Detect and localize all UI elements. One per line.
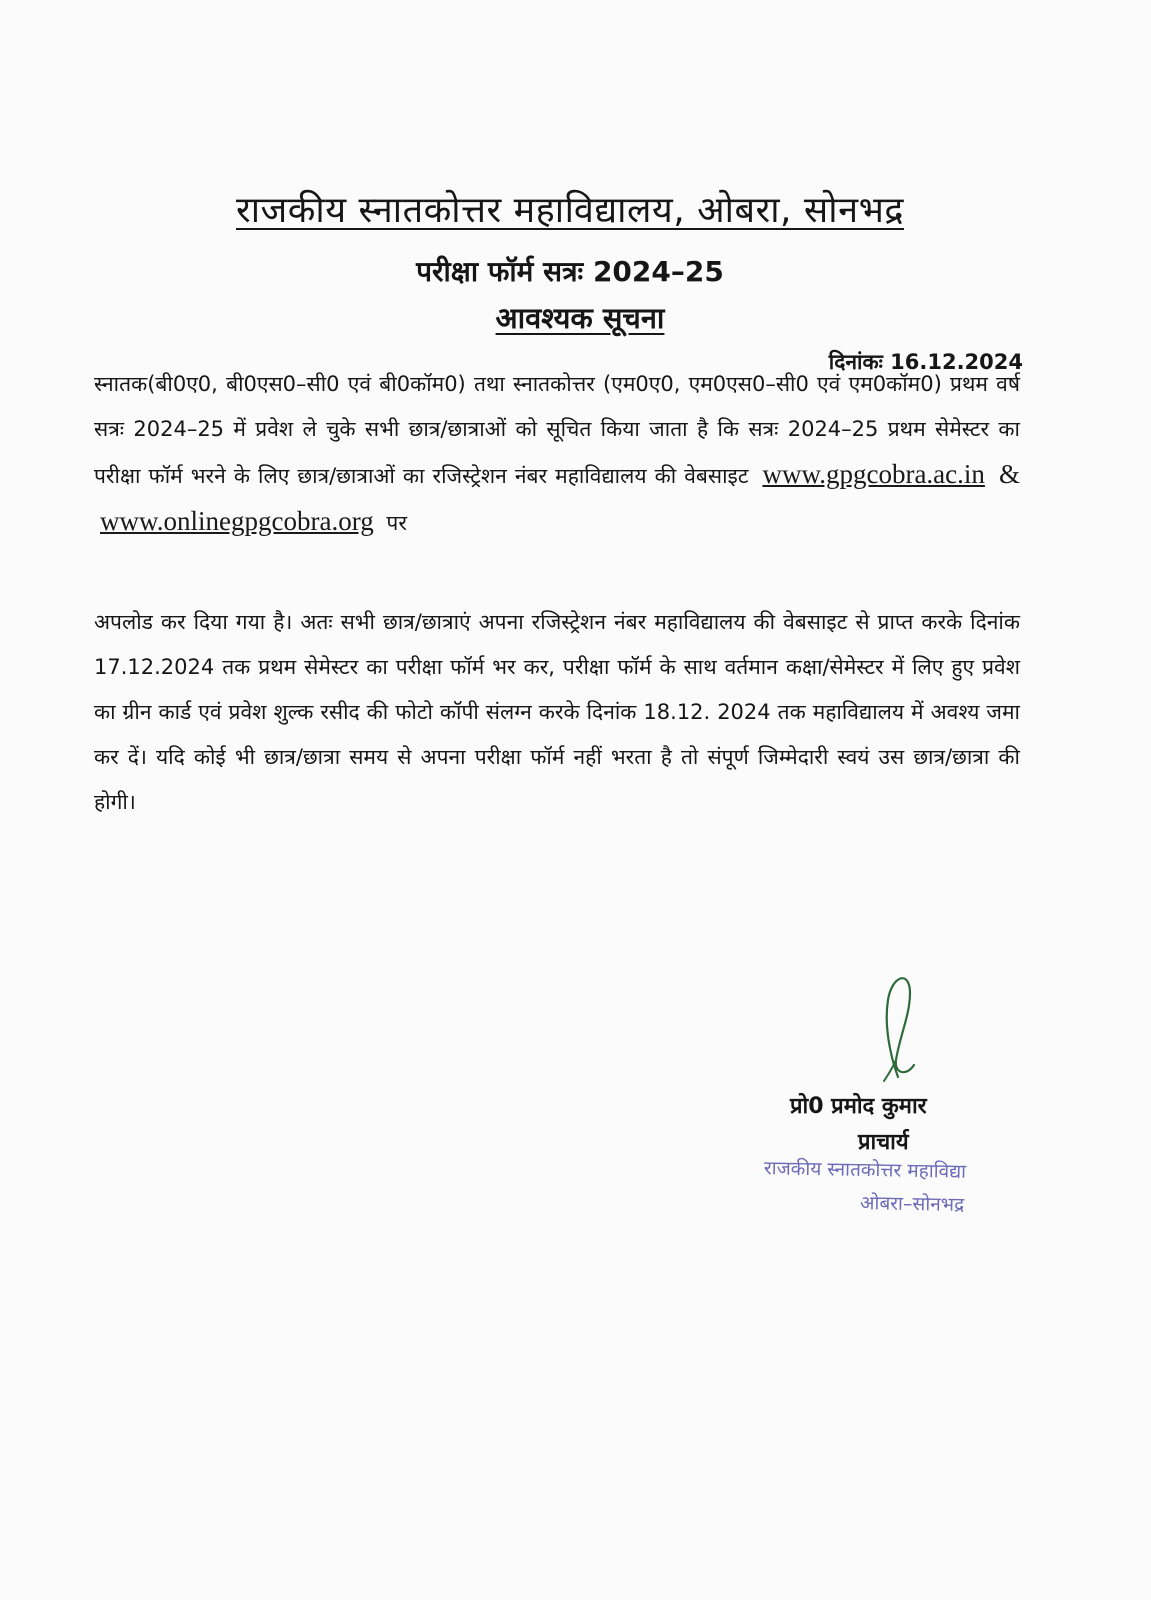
principal-stamp	[750, 1120, 1080, 1230]
date-label: दिनांकः	[828, 350, 883, 374]
date-value: 16.12.2024	[890, 350, 1023, 374]
paragraph-1-end: पर	[386, 511, 407, 535]
website-link-1[interactable]: www.gpgcobra.ac.in	[762, 459, 985, 489]
ampersand: &	[998, 459, 1020, 489]
website-link-2[interactable]: www.onlinegpgcobra.org	[100, 506, 374, 536]
notice-paragraph-1	[94, 362, 1020, 546]
exam-form-session-subtitle: परीक्षा फॉर्म सत्रः 2024–25	[416, 255, 724, 288]
stamp-location: ओबरा–सोनभद्र	[859, 1192, 965, 1216]
stamp-college-name: राजकीय स्नातकोत्तर महाविद्या	[763, 1157, 967, 1183]
signer-title: प्राचार्य	[858, 1130, 909, 1155]
notice-paragraph-2: अपलोड कर दिया गया है। अतः सभी छात्र/छात्राएं अपना रजिस्ट्रेशन नंबर महाविद्यालय की वेबसाइट से प्राप्त करके दिनांक 17.12.2024 तक प्रथम सेमेस्टर का परीक्षा फॉर्म भर कर, परीक्षा फॉर्म के साथ वर्तमान कक्षा/सेमेस्टर में लिए हुए प्रवेश का ग्रीन कार्ड एवं प्रवेश शुल्क रसीद की फोटो कॉपी संलग्न करके दिनांक 18.12. 2024 तक महाविद्यालय में अवश्य जमा कर दें। यदि कोई भी छात्र/छात्रा समय से अपना परीक्षा फॉर्म नहीं भरता है तो संपूर्ण जिम्मेदारी स्वयं उस छात्र/छात्रा की होगी।	[94, 610, 1020, 814]
important-notice-heading: आवश्यक सूचना	[495, 301, 665, 335]
handwritten-signature	[870, 965, 930, 1085]
signature-block	[740, 950, 1070, 1250]
paragraph-1-text: स्नातक(बी0ए0, बी0एस0–सी0 एवं बी0कॉम0) तथा स्नातकोत्तर (एम0ए0, एम0एस0–सी0 एवं एम0कॉम0) प्रथम वर्ष सत्रः 2024–25 में प्रवेश ले चुके सभी छात्र/छात्राओं को सूचित किया जाता है कि सत्रः 2024–25 प्रथम सेमेस्टर का परीक्षा फॉर्म भरने के लिए छात्र/छात्राओं का रजिस्ट्रेशन नंबर महाविद्यालय की वेबसाइट	[94, 372, 1020, 488]
signer-name: प्रो0 प्रमोद कुमार	[790, 1094, 927, 1119]
college-name-heading: राजकीय स्नातकोत्तर महाविद्यालय, ओबरा, सोनभद्र	[235, 190, 905, 231]
